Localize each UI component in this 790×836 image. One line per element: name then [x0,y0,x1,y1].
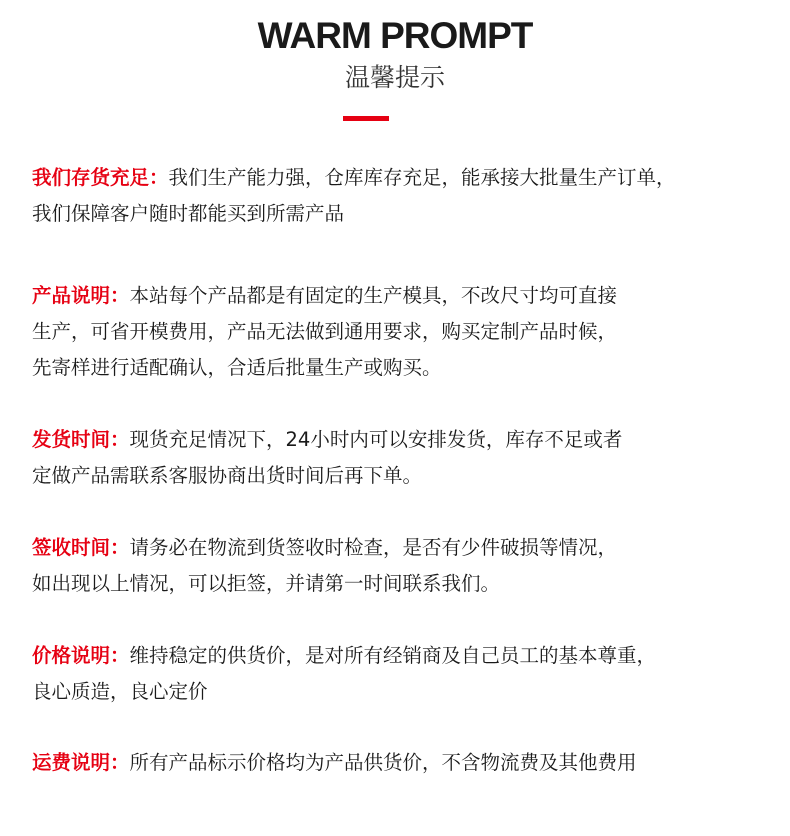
section-line: 良心质造，良心定价 [32,680,208,703]
section-shipping-time [32,422,772,494]
section-label: 价格说明： [32,644,130,667]
section-line [32,530,772,566]
section-text: 维持稳定的供货价，是对所有经销商及自己员工的基本尊重， [129,644,657,667]
title-accent-bar [343,116,389,121]
section-receipt-time [32,530,772,602]
section-text: 我们生产能力强，仓库库存充足，能承接大批量生产订单， [168,166,676,189]
section-label: 签收时间： [32,536,130,559]
section-line: 定做产品需联系客服协商出货时间后再下单。 [32,464,423,487]
section-product-info [32,278,772,386]
section-label: 产品说明： [32,284,130,307]
section-text: 请务必在物流到货签收时检查，是否有少件破损等情况， [129,536,618,559]
section-text: 现货充足情况下，24小时内可以安排发货，库存不足或者 [129,428,623,451]
section-text: 所有产品标示价格均为产品供货价，不含物流费及其他费用 [129,751,637,774]
page-title-en: WARM PROMPT [257,15,533,56]
section-price-info [32,638,772,710]
page-title-cn: 温馨提示 [344,63,445,92]
section-line [32,160,772,196]
section-line [32,745,772,781]
section-freight-info [32,745,772,781]
section-line: 先寄样进行适配确认，合适后批量生产或购买。 [32,356,442,379]
section-line [32,422,772,458]
section-line: 生产，可省开模费用，产品无法做到通用要求，购买定制产品时候， [32,320,618,343]
section-line [32,638,772,674]
section-label: 运费说明： [32,751,130,774]
section-line: 我们保障客户随时都能买到所需产品 [32,202,345,225]
section-line [32,278,772,314]
section-stock [32,160,772,232]
section-label: 我们存货充足： [32,166,169,189]
section-line: 如出现以上情况，可以拒签，并请第一时间联系我们。 [32,572,501,595]
section-label: 发货时间： [32,428,130,451]
section-text: 本站每个产品都是有固定的生产模具，不改尺寸均可直接 [129,284,618,307]
